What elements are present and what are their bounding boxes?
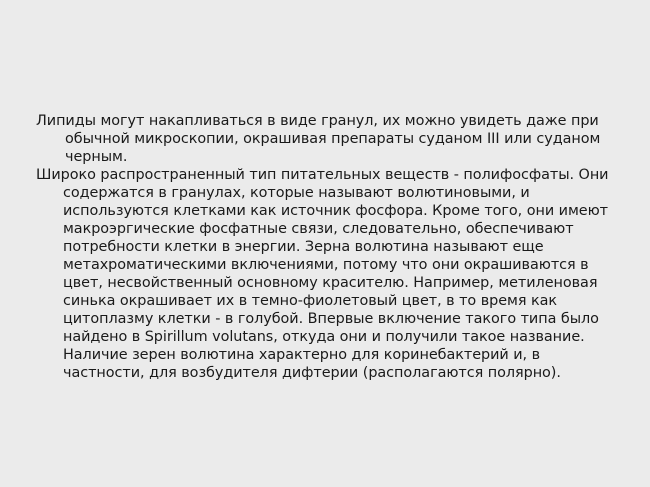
lipids-paragraph: Липиды могут накапливаться в виде гранул, их можно увидеть даже при обычной микроскопии, окрашивая препараты суданом III или суданом черным. [36,113,601,165]
slide-body-text [36,112,621,382]
polyphosphates-paragraph: Широко распространенный тип питательных веществ - полифосфаты. Они содержатся в гранулах, которые называют волютиновыми, и используются клетками как источник фосфора. Кроме того, они имеют макроэргические фосфатные связи, следовательно, обеспечивают потребности клетки в энергии. Зерна волютина называют еще метахроматическими включениями, потому что они окрашиваются в цвет, несвойственный основному красителю. Например, метиленовая синька окрашивает их в темно-фиолетовый цвет, в то время как цитоплазму клетки - в голубой. Впервые включение такого типа было найдено в Spirillum volutans, откуда они и получили такое название. Наличие зерен волютина характерно для коринебактерий и, в частности, для возбудителя дифтерии (располагаются полярно). [36,167,609,381]
